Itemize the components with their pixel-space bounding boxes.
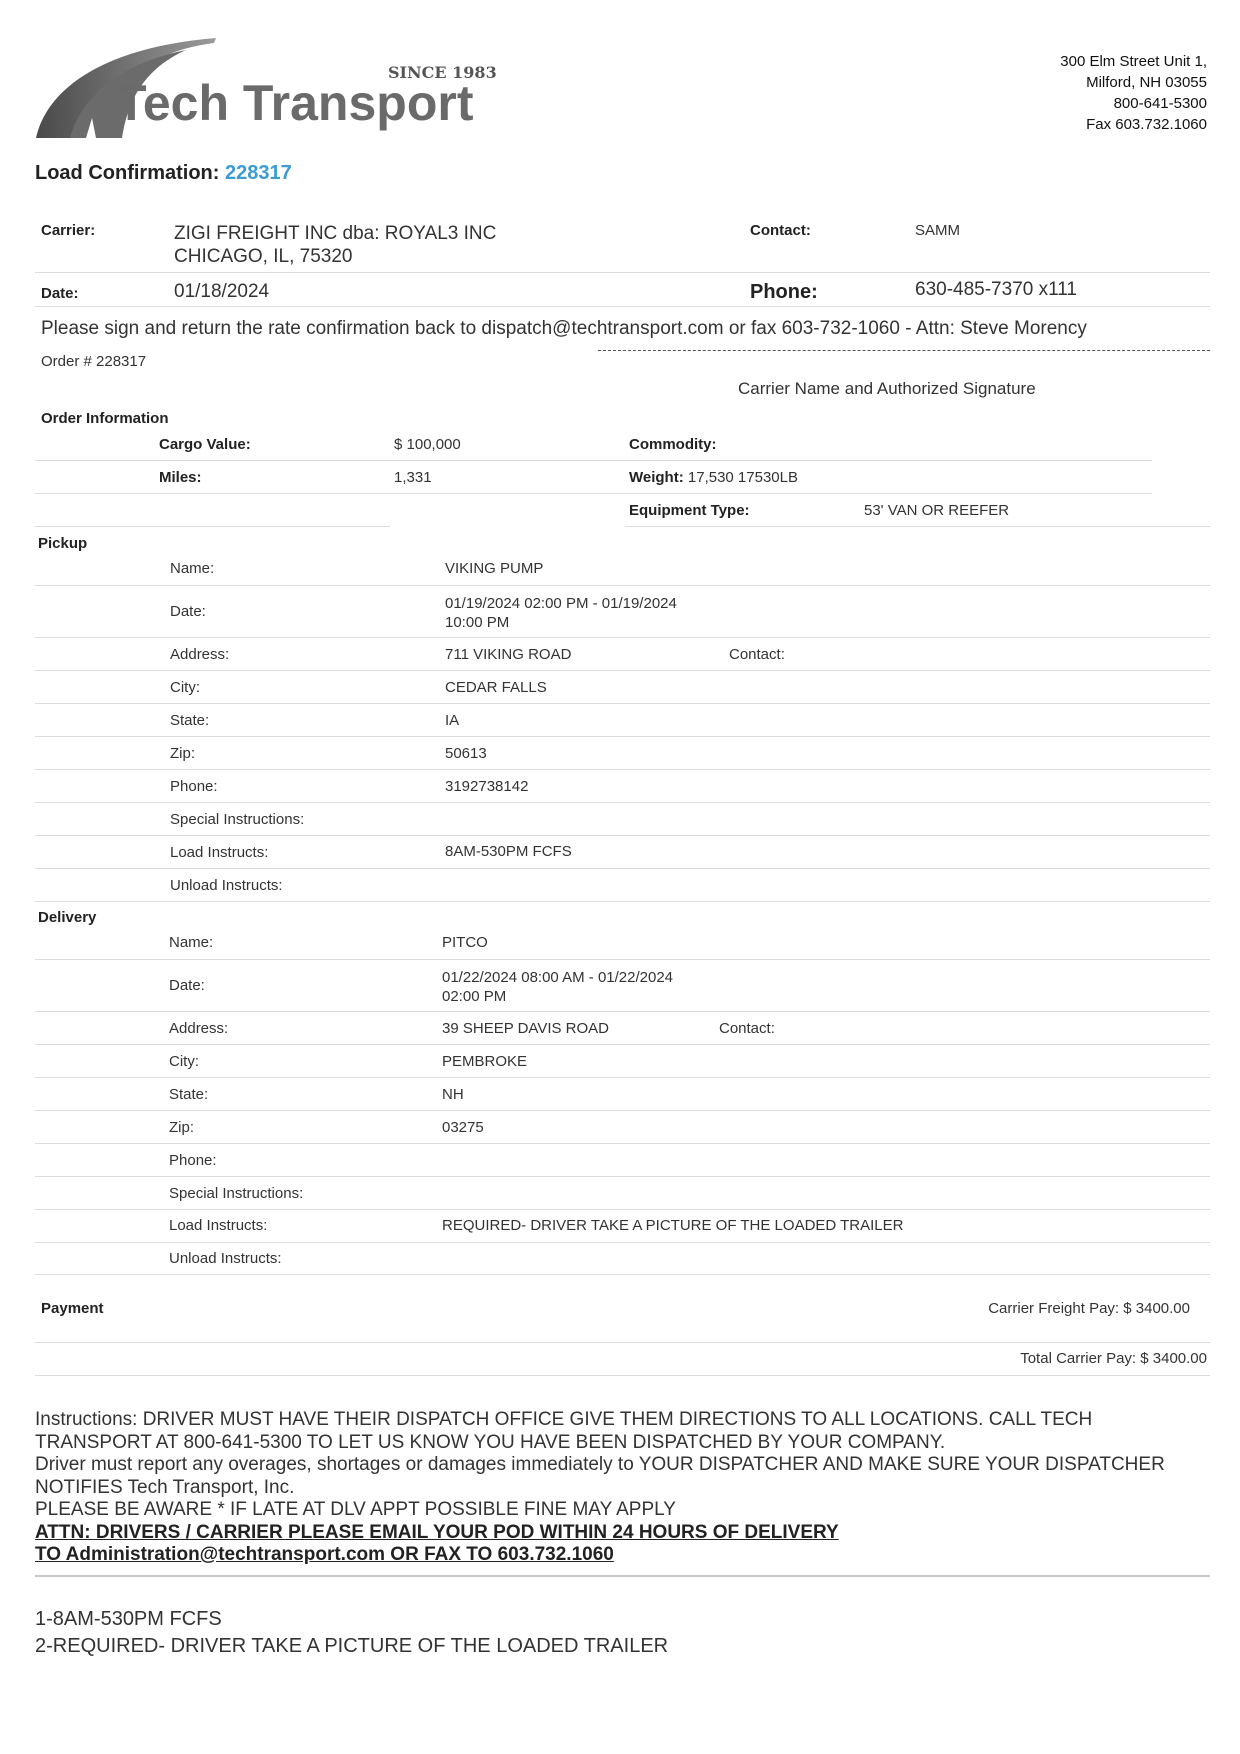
cargo-value-label: Cargo Value:	[159, 436, 251, 453]
commodity-label: Commodity:	[629, 436, 717, 453]
phone-value: 630-485-7370 x111	[915, 279, 1077, 300]
svg-text:SINCE 1983: SINCE 1983	[388, 63, 496, 82]
order-number: Order # 228317	[41, 353, 147, 370]
road-swoosh-icon	[36, 38, 496, 143]
cargo-value: $ 100,000	[394, 436, 461, 453]
weight: Weight: 17,530 17530LB	[629, 469, 798, 486]
pickup-phone: 3192738142	[445, 778, 529, 795]
pod-notice-line1: ATTN: DRIVERS / CARRIER PLEASE EMAIL YOUR POD WITHIN 24 HOURS OF DELIVERY	[35, 1521, 839, 1543]
delivery-contact-label: Contact:	[719, 1020, 775, 1037]
sign-note: Please sign and return the rate confirmation back to dispatch@techtransport.com or fax 603-732-1060 - Attn: Steve Morency	[41, 318, 1087, 339]
note-item: 1-8AM-530PM FCFS	[35, 1608, 222, 1630]
order-info-title: Order Information	[41, 410, 169, 427]
delivery-state: NH	[442, 1086, 464, 1103]
payment-title: Payment	[41, 1300, 104, 1317]
carrier-name: ZIGI FREIGHT INC dba: ROYAL3 INC CHICAGO, IL, 75320	[174, 223, 497, 267]
contact-label: Contact:	[750, 222, 811, 239]
instructions: Instructions: DRIVER MUST HAVE THEIR DISPATCH OFFICE GIVE THEM DIRECTIONS TO ALL LOCATIONS. CALL TECH TRANSPORT AT 800-641-5300 TO LET US KNOW YOU HAVE BEEN DISPATCHED BY YOUR COMPANY. Driver must report any overages, shortages or damages immediately to YOUR DISPATCHER AND MAKE SURE YOUR DISPATCHER NOTIFIES Tech Transport, Inc. PLEASE BE AWARE * IF LATE AT DLV APPT POSSIBLE FINE MAY APPLY ATTN: DRIVERS / CARRIER PLEASE EMAIL YOUR POD WITHIN 24 HOURS OF DELIVERY TO Administration@techtransport.com OR FAX TO 603.732.1060	[35, 1409, 1225, 1567]
pickup-zip: 50613	[445, 745, 487, 762]
pickup-date: 01/19/2024 02:00 PM - 01/19/2024 10:00 PM	[445, 595, 677, 631]
page-title: Load Confirmation: 228317	[35, 162, 292, 184]
contact-value: SAMM	[915, 222, 960, 239]
delivery-zip: 03275	[442, 1119, 484, 1136]
delivery-name: PITCO	[442, 934, 488, 951]
signature-line[interactable]	[598, 349, 1210, 351]
pickup-city: CEDAR FALLS	[445, 679, 547, 696]
pickup-title: Pickup	[38, 535, 88, 552]
delivery-load-instructs: REQUIRED- DRIVER TAKE A PICTURE OF THE LOADED TRAILER	[442, 1217, 904, 1234]
date-label: Date:	[41, 285, 79, 302]
miles-value: 1,331	[394, 469, 432, 486]
pickup-address: 711 VIKING ROAD	[445, 646, 572, 663]
delivery-city: PEMBROKE	[442, 1053, 528, 1070]
pod-notice-line2: TO Administration@techtransport.com OR FAX TO 603.732.1060	[35, 1544, 614, 1565]
pickup-contact-label: Contact:	[729, 646, 785, 663]
svg-text:Tech Transport: Tech Transport	[116, 75, 474, 131]
delivery-title: Delivery	[38, 909, 97, 926]
company-logo	[36, 38, 496, 143]
pickup-state: IA	[445, 712, 460, 729]
load-number: 228317	[225, 162, 292, 184]
equipment-label: Equipment Type:	[629, 502, 750, 519]
date-value: 01/18/2024	[174, 281, 270, 302]
total-carrier-pay: Total Carrier Pay: $ 3400.00	[1020, 1350, 1207, 1367]
signature-label: Carrier Name and Authorized Signature	[738, 379, 1036, 398]
miles-label: Miles:	[159, 469, 202, 486]
delivery-date: 01/22/2024 08:00 AM - 01/22/2024 02:00 PM	[442, 969, 674, 1005]
note-item: 2-REQUIRED- DRIVER TAKE A PICTURE OF THE LOADED TRAILER	[35, 1635, 669, 1657]
equipment-value: 53' VAN OR REEFER	[864, 502, 1010, 519]
company-address: 300 Elm Street Unit 1, Milford, NH 03055 800-641-5300 Fax 603.732.1060	[1060, 53, 1207, 133]
notes-list	[35, 1606, 668, 1660]
carrier-label: Carrier:	[41, 222, 96, 239]
phone-label: Phone:	[750, 281, 818, 303]
pickup-name: VIKING PUMP	[445, 560, 544, 577]
carrier-freight-pay: Carrier Freight Pay: $ 3400.00	[988, 1300, 1190, 1317]
delivery-address: 39 SHEEP DAVIS ROAD	[442, 1020, 610, 1037]
pickup-load-instructs: 8AM-530PM FCFS	[445, 843, 572, 860]
